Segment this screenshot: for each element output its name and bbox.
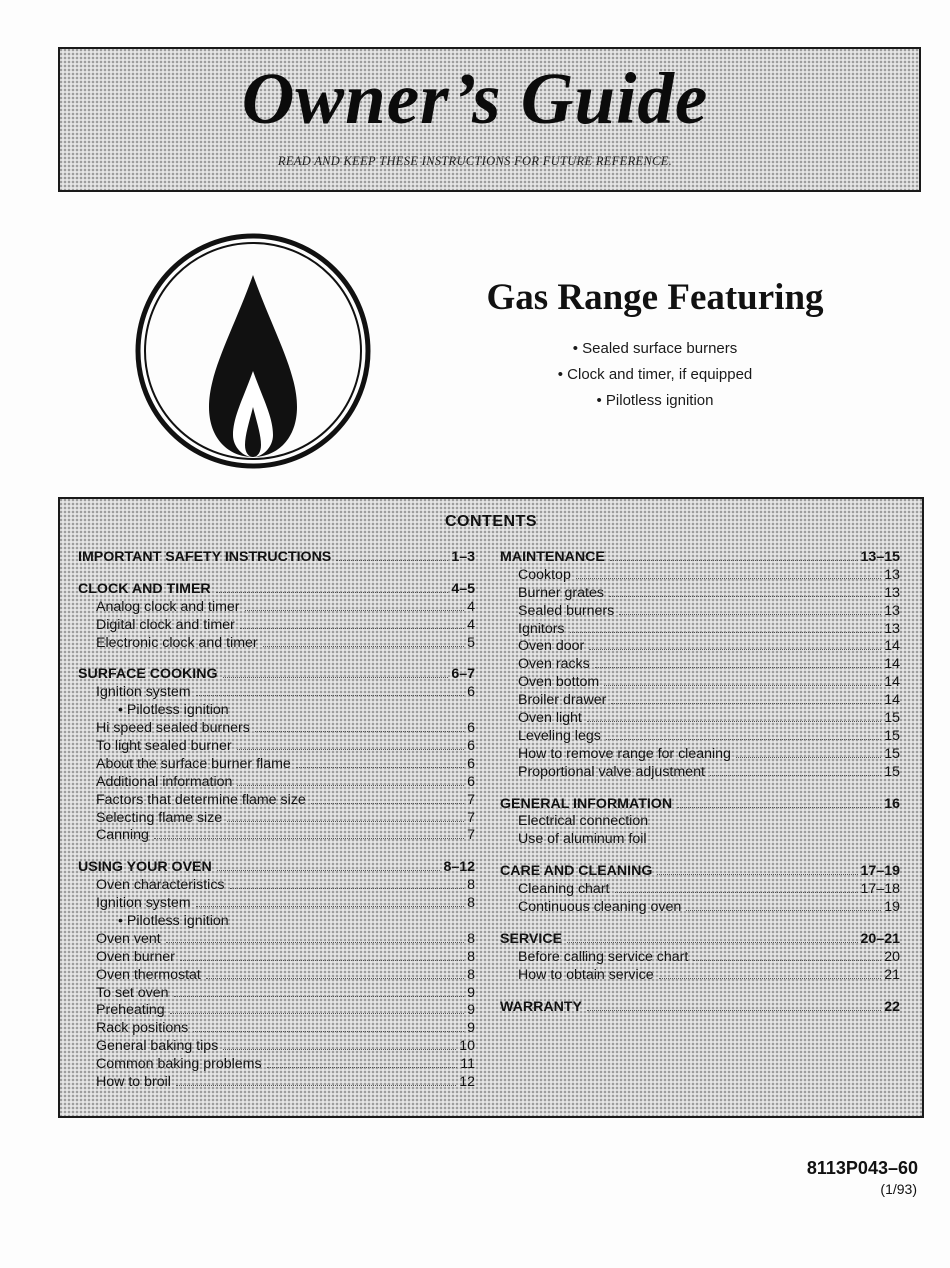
- dot-leader: [615, 892, 858, 893]
- contents-entry: [500, 621, 900, 639]
- page-subtitle: READ AND KEEP THESE INSTRUCTIONS FOR FUTURE REFERENCE.: [277, 154, 673, 168]
- dot-leader: [223, 1049, 456, 1050]
- page-number: 13–15: [860, 549, 900, 565]
- page-number: 6: [467, 773, 475, 790]
- section-title: SERVICE: [500, 930, 563, 947]
- page-number: 6–7: [451, 666, 475, 683]
- contents-entry: [78, 635, 475, 653]
- dot-leader: [677, 807, 881, 808]
- page-number: 14: [884, 638, 900, 655]
- entry-label: Oven characteristics: [96, 877, 225, 894]
- page-number: 15: [884, 763, 900, 780]
- section-entry: [500, 796, 900, 814]
- flame-in-circle-icon: [133, 231, 373, 471]
- contents-panel: [58, 497, 924, 1118]
- dot-leader: [336, 560, 448, 561]
- dot-leader: [659, 978, 882, 979]
- page-number: 15: [884, 710, 900, 727]
- page-number: 19: [884, 899, 900, 916]
- entry-label: Oven thermostat: [96, 966, 201, 983]
- dot-leader: [230, 888, 465, 889]
- dot-leader: [176, 1085, 456, 1086]
- page-number: 9: [467, 984, 475, 1001]
- contents-entry: [500, 967, 900, 985]
- section-title: USING YOUR OVEN: [78, 859, 212, 876]
- contents-entry: [78, 684, 475, 702]
- dot-leader: [170, 1013, 464, 1014]
- page-number: 6: [467, 684, 475, 701]
- contents-entry: [78, 913, 475, 931]
- contents-entry: [500, 881, 900, 899]
- contents-entry: [78, 827, 475, 845]
- entry-label: Ignitors: [518, 620, 565, 637]
- page-number: 13: [884, 620, 900, 637]
- contents-entry: [500, 746, 900, 764]
- publication-date: (1/93): [880, 1181, 917, 1197]
- dot-leader: [686, 910, 881, 911]
- entry-label: About the surface burner flame: [96, 755, 291, 772]
- contents-section: [78, 666, 475, 845]
- entry-label: Oven door: [518, 638, 585, 655]
- page-number: 6: [467, 720, 475, 737]
- section-entry: [500, 999, 900, 1017]
- contents-entry: [78, 720, 475, 738]
- contents-entry: [78, 1056, 475, 1074]
- entry-label: Broiler drawer: [518, 692, 607, 709]
- entry-label: Electrical connection: [518, 813, 649, 830]
- contents-entry: [78, 985, 475, 1003]
- contents-entry: [78, 738, 475, 756]
- page-number: 4: [467, 616, 475, 633]
- entry-label: Analog clock and timer: [96, 598, 240, 615]
- contents-entry: [500, 585, 900, 603]
- contents-entry: [78, 1020, 475, 1038]
- contents-entry: [500, 603, 900, 621]
- page-number: 4: [467, 598, 475, 615]
- dot-leader: [595, 667, 881, 668]
- entry-label: Canning: [96, 827, 149, 844]
- dot-leader: [166, 942, 464, 943]
- contents-section: [500, 549, 900, 782]
- part-number: 8113P043–60: [806, 1158, 918, 1178]
- page-number: 12: [459, 1074, 475, 1091]
- dot-leader: [245, 610, 465, 611]
- entry-label: • Pilotless ignition: [118, 702, 229, 719]
- page-number: 11: [460, 1056, 475, 1073]
- section-title: MAINTENANCE: [500, 549, 605, 565]
- dot-leader: [154, 838, 464, 839]
- section-title: CARE AND CLEANING: [500, 863, 653, 880]
- dot-leader: [255, 731, 464, 732]
- contents-entry: [500, 656, 900, 674]
- dot-leader: [657, 874, 857, 875]
- contents-entry: [78, 810, 475, 828]
- dot-leader: [609, 596, 881, 597]
- entry-label: To light sealed burner: [96, 738, 232, 755]
- contents-entry: [78, 792, 475, 810]
- entry-label: Ignition system: [96, 684, 191, 701]
- contents-entry: [78, 1038, 475, 1056]
- contents-entry: [500, 949, 900, 967]
- contents-section: [78, 549, 475, 567]
- contents-entry: [500, 710, 900, 728]
- page-number: 6: [467, 755, 475, 772]
- dot-leader: [311, 803, 464, 804]
- dot-leader: [267, 1067, 458, 1068]
- entry-label: Electronic clock and timer: [96, 634, 258, 651]
- section-entry: [78, 581, 475, 599]
- feature-item: • Clock and timer, if equipped: [557, 366, 753, 383]
- dot-leader: [240, 628, 464, 629]
- dot-leader: [576, 578, 881, 579]
- dot-leader: [587, 1010, 881, 1011]
- section-title: SURFACE COOKING: [78, 666, 218, 683]
- page-number: 7: [467, 827, 475, 844]
- page-number: 8: [467, 930, 475, 947]
- feature-item: • Pilotless ignition: [596, 392, 714, 409]
- contents-entry: [500, 567, 900, 585]
- dot-leader: [196, 695, 464, 696]
- dot-leader: [174, 996, 465, 997]
- dot-leader: [587, 721, 881, 722]
- page-number: 7: [467, 791, 475, 808]
- entry-label: Common baking problems: [96, 1056, 262, 1073]
- page-number: 20: [884, 948, 900, 965]
- entry-label: How to obtain service: [518, 966, 654, 983]
- dot-leader: [606, 739, 881, 740]
- contents-entry: [500, 764, 900, 782]
- entry-label: Oven burner: [96, 948, 175, 965]
- page-number: 14: [884, 674, 900, 691]
- dot-leader: [180, 960, 464, 961]
- dot-leader: [611, 703, 881, 704]
- contents-entry: [78, 617, 475, 635]
- contents-left-column: [78, 549, 475, 1106]
- entry-label: Oven vent: [96, 930, 161, 947]
- page-number: 8: [467, 895, 475, 912]
- page-number: 17–19: [860, 863, 900, 880]
- dot-leader: [567, 942, 858, 943]
- dot-leader: [693, 960, 881, 961]
- dot-leader: [227, 821, 464, 822]
- feature-item: • Sealed surface burners: [572, 340, 738, 357]
- contents-entry: [78, 599, 475, 617]
- page-number: 15: [884, 727, 900, 744]
- entry-label: Preheating: [96, 1002, 165, 1019]
- entry-label: Before calling service chart: [518, 948, 689, 965]
- contents-entry: [78, 895, 475, 913]
- contents-section: [500, 999, 900, 1017]
- contents-entry: [500, 674, 900, 692]
- entry-label: Burner grates: [518, 584, 604, 601]
- page-number: 22: [884, 998, 900, 1015]
- section-title: CLOCK AND TIMER: [78, 580, 211, 597]
- contents-entry: [78, 1002, 475, 1020]
- entry-label: Continuous cleaning oven: [518, 899, 682, 916]
- contents-entry: [78, 877, 475, 895]
- contents-entry: [500, 831, 900, 849]
- page-title: Owner’s Guide: [241, 58, 709, 139]
- page-number: 8: [467, 966, 475, 983]
- page-number: 9: [467, 1020, 475, 1037]
- contents-entry: [500, 638, 900, 656]
- dot-leader: [296, 767, 464, 768]
- page-number: 16: [884, 795, 900, 812]
- entry-label: How to broil: [96, 1074, 171, 1091]
- contents-entry: [500, 813, 900, 831]
- section-entry: [500, 863, 900, 881]
- contents-entry: [78, 756, 475, 774]
- entry-label: How to remove range for cleaning: [518, 745, 731, 762]
- page-number: 8–12: [443, 859, 475, 876]
- page-number: 8: [467, 948, 475, 965]
- dot-leader: [570, 632, 882, 633]
- section-title: GENERAL INFORMATION: [500, 795, 673, 812]
- contents-entry: [500, 899, 900, 917]
- page-number: 20–21: [860, 930, 900, 947]
- section-entry: [500, 931, 900, 949]
- page-number: 13: [884, 584, 900, 601]
- section-entry: [78, 859, 475, 877]
- page-number: 17–18: [860, 881, 900, 898]
- entry-label: Sealed burners: [518, 602, 615, 619]
- page-number: 13: [884, 602, 900, 619]
- entry-label: Oven light: [518, 710, 582, 727]
- entry-label: Hi speed sealed burners: [96, 720, 250, 737]
- dot-leader: [237, 749, 464, 750]
- dot-leader: [604, 685, 881, 686]
- entry-label: Ignition system: [96, 895, 191, 912]
- contents-entry: [78, 1074, 475, 1092]
- entry-label: Rack positions: [96, 1020, 189, 1037]
- dot-leader: [619, 614, 881, 615]
- page-number: 5: [467, 634, 475, 651]
- entry-label: Cooktop: [518, 566, 571, 583]
- dot-leader: [206, 978, 464, 979]
- contents-section: [500, 863, 900, 917]
- contents-entry: [78, 931, 475, 949]
- contents-section: [500, 931, 900, 985]
- entry-label: Digital clock and timer: [96, 616, 235, 633]
- dot-leader: [196, 906, 464, 907]
- contents-entry: [78, 702, 475, 720]
- page-number: 13: [884, 566, 900, 583]
- entry-label: Factors that determine flame size: [96, 791, 306, 808]
- entry-label: Oven bottom: [518, 674, 600, 691]
- contents-section: [78, 581, 475, 653]
- contents-heading: CONTENTS: [445, 513, 537, 530]
- dot-leader: [610, 560, 858, 561]
- contents-entry: [500, 692, 900, 710]
- page-number: 10: [459, 1038, 475, 1055]
- page-number: 9: [467, 1002, 475, 1019]
- contents-right-column: [500, 549, 900, 1030]
- contents-section: [500, 796, 900, 850]
- product-heading: Gas Range Featuring: [486, 277, 824, 318]
- page-number: 8: [467, 877, 475, 894]
- section-entry: [78, 666, 475, 684]
- contents-entry: [78, 949, 475, 967]
- entry-label: Use of aluminum foil: [518, 831, 647, 848]
- contents-entry: [78, 967, 475, 985]
- section-entry: [78, 549, 475, 567]
- page-number: 14: [884, 656, 900, 673]
- page-number: 21: [884, 966, 900, 983]
- dot-leader: [589, 649, 881, 650]
- entry-label: Leveling legs: [518, 727, 601, 744]
- page-number: 7: [467, 809, 475, 826]
- page-number: 4–5: [451, 580, 475, 597]
- page-number: 15: [884, 745, 900, 762]
- entry-label: • Pilotless ignition: [118, 913, 229, 930]
- page-number: 14: [884, 692, 900, 709]
- section-title: IMPORTANT SAFETY INSTRUCTIONS: [78, 549, 332, 565]
- section-title: WARRANTY: [500, 998, 582, 1015]
- dot-leader: [193, 1031, 464, 1032]
- entry-label: Oven racks: [518, 656, 590, 673]
- entry-label: Additional information: [96, 773, 233, 790]
- dot-leader: [263, 646, 464, 647]
- dot-leader: [223, 677, 449, 678]
- dot-leader: [736, 757, 881, 758]
- entry-label: To set oven: [96, 984, 169, 1001]
- page-number: 1–3: [451, 549, 475, 565]
- dot-leader: [216, 592, 449, 593]
- contents-entry: [500, 728, 900, 746]
- entry-label: Selecting flame size: [96, 809, 223, 826]
- contents-entry: [78, 774, 475, 792]
- dot-leader: [710, 775, 881, 776]
- entry-label: Proportional valve adjustment: [518, 763, 705, 780]
- dot-leader: [237, 785, 464, 786]
- entry-label: Cleaning chart: [518, 881, 610, 898]
- entry-label: General baking tips: [96, 1038, 219, 1055]
- section-entry: [500, 549, 900, 567]
- dot-leader: [217, 870, 441, 871]
- contents-section: [78, 859, 475, 1092]
- page-number: 6: [467, 738, 475, 755]
